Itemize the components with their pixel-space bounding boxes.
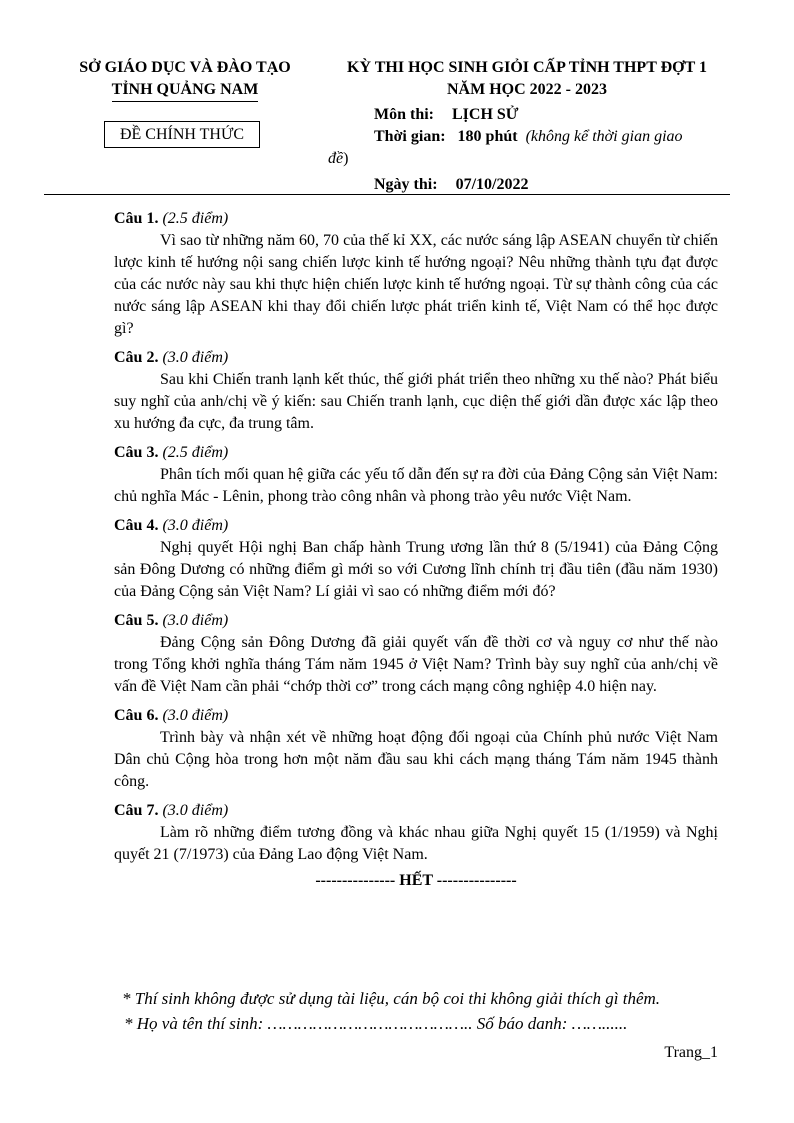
issuer-header: [52, 57, 318, 102]
date-value: 07/10/2022: [455, 176, 529, 193]
note-no-materials: * Thí sinh không được sử dụng tài liệu, cán bộ coi thi không giải thích gì thêm.: [122, 989, 661, 1008]
question-1-body: Vì sao từ những năm 60, 70 của thế kỉ XX, các nước sáng lập ASEAN chuyển từ chiến lược kinh tế hướng nội sang chiến lược kinh tế hướng ngoại? Nêu những thành tựu đạt được của các nước này sau khi thực hiện chiến lược kinh tế hướng ngoại. Từ sự thành công của các nước sáng lập ASEAN khi thay đổi chiến lược phát triển kinh tế, Việt Nam có thể học được gì?: [114, 232, 718, 337]
question-list: [114, 208, 718, 892]
issuer-line-1: SỞ GIÁO DỤC VÀ ĐÀO TẠO: [79, 59, 291, 76]
question-5-title: Câu 5. (3.0 điểm): [114, 612, 229, 629]
question-2-title: Câu 2. (3.0 điểm): [114, 349, 229, 366]
question-2-body: Sau khi Chiến tranh lạnh kết thúc, thế giới phát triển theo những xu thế nào? Phát biểu suy nghĩ của anh/chị về ý kiến: sau Chiến tranh lạnh, cục diện thế giới dần được xác lập theo xu hướng đa cực, đa trung tâm.: [114, 371, 718, 432]
question-3-title: Câu 3. (2.5 điểm): [114, 444, 229, 461]
note-candidate-info: * Họ và tên thí sinh: ………………………………….. Số báo danh: ……......: [124, 1014, 628, 1033]
question-7-title: Câu 7. (3.0 điểm): [114, 802, 229, 819]
page-number: Trang_1: [664, 1044, 718, 1061]
time-note: (không kể thời gian giao: [525, 128, 683, 145]
question-1-title: Câu 1. (2.5 điểm): [114, 210, 229, 227]
time-note-cont: đề: [328, 150, 344, 167]
subject-label: Môn thi:: [374, 106, 434, 123]
question-4-body: Nghị quyết Hội nghị Ban chấp hành Trung ương lần thứ 8 (5/1941) của Đảng Cộng sản Đông Dương có những điểm gì mới so với Cương lĩnh chính trị đầu tiên (đầu năm 1930) của Đảng Cộng sản Việt Nam? Lí giải vì sao có những điểm mới đó?: [114, 539, 718, 600]
time-value: 180 phút: [457, 128, 518, 145]
question-6-body: Trình bày và nhận xét về những hoạt động đối ngoại của Chính phủ nước Việt Nam Dân chủ Cộng hòa trong hơn một năm đầu sau khi cách mạng tháng Tám năm 1945 thành công.: [114, 729, 718, 790]
exam-info: [328, 104, 724, 196]
exam-header: [322, 57, 732, 101]
subject-value: LỊCH SỬ: [452, 106, 519, 123]
exam-notes: [114, 986, 718, 1036]
issuer-line-2: TỈNH QUẢNG NAM: [112, 79, 259, 102]
question-6-title: Câu 6. (3.0 điểm): [114, 707, 229, 724]
time-note-close: ): [343, 150, 349, 167]
official-exam-label: ĐỀ CHÍNH THỨC: [104, 121, 260, 148]
question-4-title: Câu 4. (3.0 điểm): [114, 517, 229, 534]
header-divider: [44, 194, 730, 195]
time-label: Thời gian:: [374, 128, 446, 145]
exam-title: KỲ THI HỌC SINH GIỎI CẤP TỈNH THPT ĐỢT 1: [347, 59, 707, 76]
question-7-body: Làm rõ những điểm tương đồng và khác nhau giữa Nghị quyết 15 (1/1959) và Nghị quyết 21 (7/1973) của Đảng Lao động Việt Nam.: [114, 824, 718, 863]
question-5-body: Đảng Cộng sản Đông Dương đã giải quyết vấn đề thời cơ và nguy cơ như thế nào trong Tổng khởi nghĩa tháng Tám năm 1945 ở Việt Nam? Trình bày suy nghĩ của anh/chị về vấn đề Việt Nam cần phải “chớp thời cơ” trong cách mạng công nghiệp 4.0 hiện nay.: [114, 634, 718, 695]
end-marker: --------------- HẾT ---------------: [315, 872, 517, 889]
school-year: NĂM HỌC 2022 - 2023: [447, 81, 607, 98]
date-label: Ngày thi:: [374, 176, 438, 193]
question-3-body: Phân tích mối quan hệ giữa các yếu tố dẫn đến sự ra đời của Đảng Cộng sản Việt Nam: chủ nghĩa Mác - Lênin, phong trào công nhân và phong trào yêu nước Việt Nam.: [114, 466, 718, 505]
